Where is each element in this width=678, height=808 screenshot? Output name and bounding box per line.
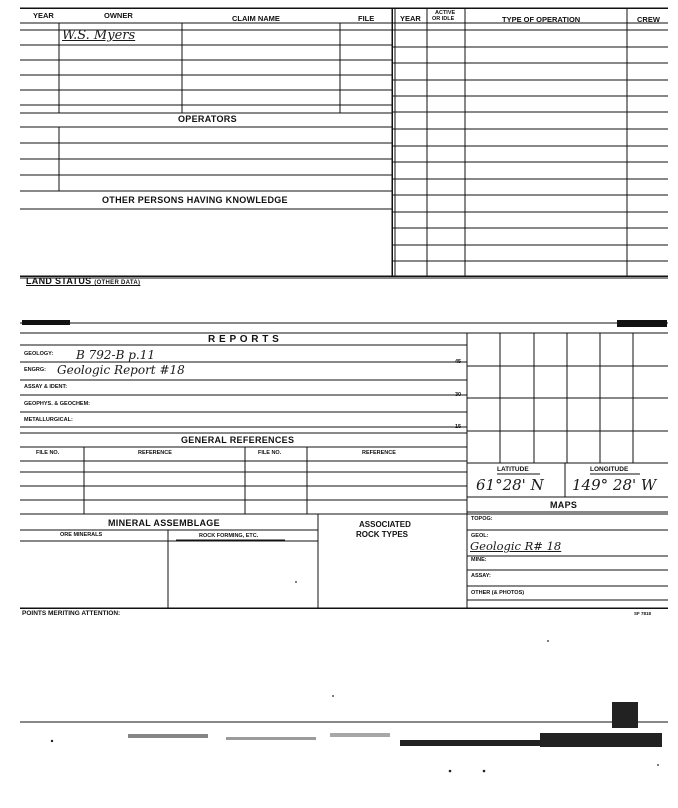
year-header: YEAR xyxy=(33,11,54,20)
longitude-value: 149° 28' W xyxy=(572,476,657,494)
other-persons-header: OTHER PERSONS HAVING KNOWLEDGE xyxy=(102,195,288,205)
margin-30: 30 xyxy=(455,392,462,398)
land-status-label xyxy=(26,277,140,286)
land-status-sublabel: (OTHER DATA) xyxy=(94,280,141,286)
file-header: FILE xyxy=(358,14,375,23)
geol-label: GEOL: xyxy=(471,533,489,539)
rock-types-label: ROCK TYPES xyxy=(356,530,409,539)
land-status-text: LAND STATUS xyxy=(26,276,92,286)
owner-header: OWNER xyxy=(104,11,133,20)
or-idle-header: OR IDLE xyxy=(432,16,455,22)
maps-title: MAPS xyxy=(550,500,578,510)
crew-header: CREW xyxy=(637,15,660,24)
ore-minerals-header: ORE MINERALS xyxy=(60,532,103,538)
margin-45: 45 xyxy=(455,359,462,365)
form-number: SF 7818 xyxy=(634,611,652,616)
mineral-assemblage-title: MINERAL ASSEMBLAGE xyxy=(108,518,220,528)
other-photos-label: OTHER (& PHOTOS) xyxy=(471,590,525,596)
longitude-label: LONGITUDE xyxy=(590,466,629,473)
claim-name-header: CLAIM NAME xyxy=(232,14,280,23)
topog-label: TOPOG: xyxy=(471,516,493,522)
points-meriting-attention-label: POINTS MERITING ATTENTION: xyxy=(22,610,121,617)
ref-col-file-no-1: FILE NO. xyxy=(36,450,60,456)
metallurgical-label: METALLURGICAL: xyxy=(24,417,73,423)
owner-entry: W.S. Myers xyxy=(62,28,136,43)
assay-ident-label: ASSAY & IDENT: xyxy=(24,384,68,390)
associated-label: ASSOCIATED xyxy=(359,520,411,529)
geology-label: GEOLOGY: xyxy=(24,351,54,357)
latitude-value: 61°28' N xyxy=(476,476,544,494)
margin-15: 15 xyxy=(455,424,462,430)
mine-label: MINE: xyxy=(471,557,487,563)
latitude-label: LATITUDE xyxy=(497,466,529,473)
engrg-label: ENGRG: xyxy=(24,367,46,373)
rock-forming-header: ROCK FORMING, ETC. xyxy=(199,533,259,539)
ref-col-reference-1: REFERENCE xyxy=(138,450,172,456)
assay-label: ASSAY: xyxy=(471,573,491,579)
ref-col-reference-2: REFERENCE xyxy=(362,450,396,456)
reports-title: R E P O R T S xyxy=(208,334,280,345)
operators-header: OPERATORS xyxy=(178,114,237,124)
geology-value: B 792-B p.11 xyxy=(76,348,155,362)
general-references-title: GENERAL REFERENCES xyxy=(181,435,295,445)
geol-value: Geologic R# 18 xyxy=(470,539,562,553)
type-of-operation-header: TYPE OF OPERATION xyxy=(502,15,581,24)
geophys-geochem-label: GEOPHYS. & GEOCHEM: xyxy=(24,401,91,407)
year2-header: YEAR xyxy=(400,14,421,23)
active-header: ACTIVE xyxy=(435,10,456,16)
engrg-value: Geologic Report #18 xyxy=(57,363,185,377)
ref-col-file-no-2: FILE NO. xyxy=(258,450,282,456)
